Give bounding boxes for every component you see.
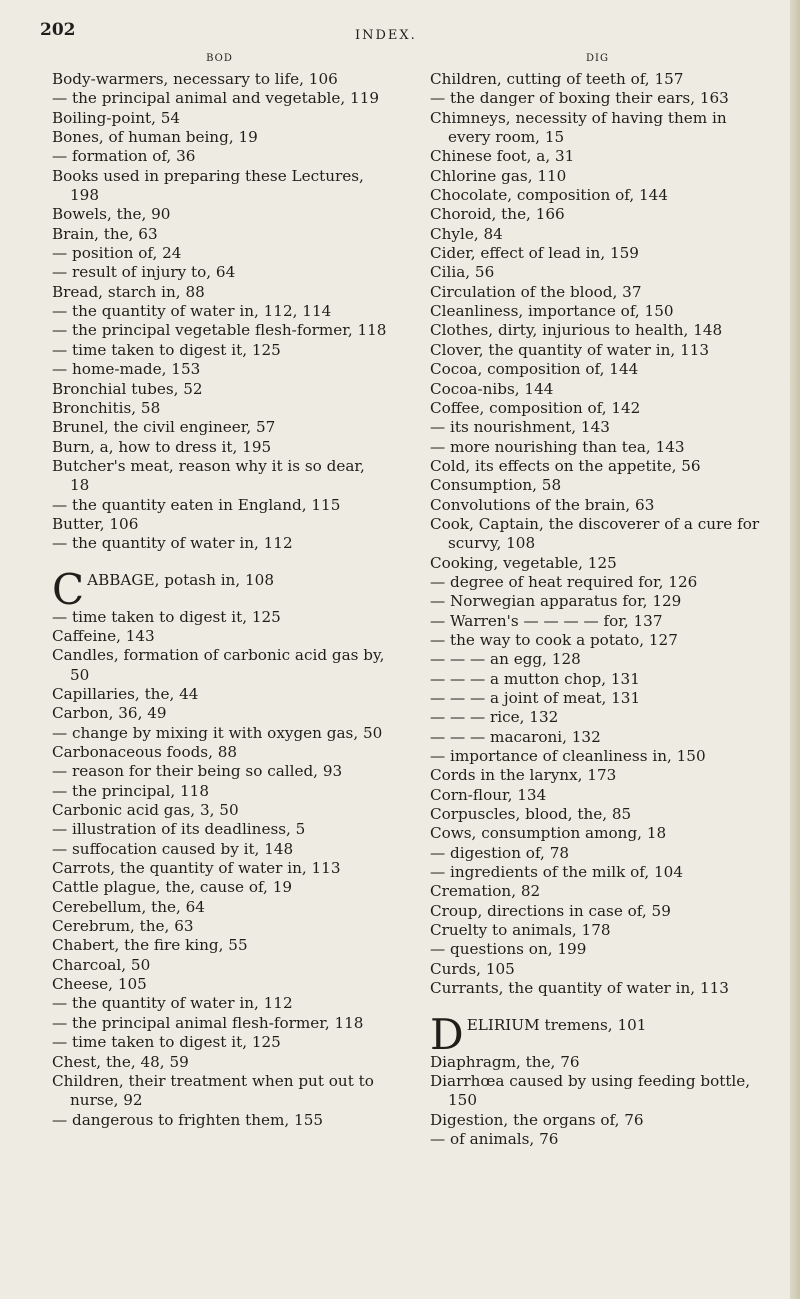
index-entry: — — — an egg, 128	[430, 650, 581, 669]
index-entry: — position of, 24	[52, 244, 182, 263]
section-c-entries-list	[52, 608, 387, 1130]
running-head: INDEX.	[355, 28, 417, 43]
index-entry: — of animals, 76	[430, 1129, 559, 1148]
index-entry: Chest, the, 48, 59	[52, 1052, 189, 1071]
index-entry: Cocoa-nibs, 144	[430, 379, 554, 398]
index-entry: — the principal animal and vegetable, 119	[52, 89, 380, 108]
index-entry: — — — a mutton chop, 131	[430, 669, 640, 688]
index-entry: Carrots, the quantity of water in, 113	[52, 859, 341, 878]
index-entry: Corn-flour, 134	[430, 785, 547, 804]
index-entry: Butter, 106	[52, 514, 139, 533]
index-entry: — dangerous to frighten them, 155	[52, 1110, 324, 1129]
index-entry: Bowels, the, 90	[52, 205, 171, 224]
section-d-start	[430, 1009, 765, 1059]
index-entry: Carbonic acid gas, 3, 50	[52, 801, 239, 820]
section-c-start	[52, 564, 387, 614]
index-entry: Cooking, vegetable, 125	[430, 553, 617, 572]
index-entry: — time taken to digest it, 125	[52, 607, 281, 626]
index-entry: — the quantity of water in, 112, 114	[52, 302, 332, 321]
index-entry: Cattle plague, the, cause of, 19	[52, 878, 293, 897]
index-entry: — ingredients of the milk of, 104	[430, 863, 684, 882]
index-entry: — more nourishing than tea, 143	[430, 437, 685, 456]
index-entry: Butcher's meat, reason why it is so dear, 18	[52, 456, 365, 495]
index-entry: Cilia, 56	[430, 263, 495, 282]
index-entry: Currants, the quantity of water in, 113	[430, 979, 729, 998]
index-entry: Caffeine, 143	[52, 626, 155, 645]
guide-word-right: DIG	[586, 53, 609, 64]
drop-cap-d: D	[430, 1009, 464, 1059]
left-column	[52, 52, 387, 1130]
right-entries-list	[430, 70, 765, 999]
index-entry: — questions on, 199	[430, 940, 587, 959]
index-entry: — suffocation caused by it, 148	[52, 839, 294, 858]
index-entry: Cremation, 82	[430, 882, 541, 901]
right-column	[430, 52, 765, 1149]
index-entry: — its nourishment, 143	[430, 418, 610, 437]
index-entry: Choroid, the, 166	[430, 205, 565, 224]
index-entry: Brain, the, 63	[52, 224, 158, 243]
index-entry: — the principal, 118	[52, 781, 209, 800]
index-entry: Clothes, dirty, injurious to health, 148	[430, 321, 723, 340]
index-entry: — the quantity of water in, 112	[52, 534, 293, 553]
index-entry: Cook, Captain, the discoverer of a cure for scurvy, 108	[430, 514, 760, 553]
section-d-entries-list	[430, 1053, 765, 1150]
index-entry: Chimneys, necessity of having them in every room, 15	[430, 108, 727, 147]
index-entry: Charcoal, 50	[52, 955, 151, 974]
index-entry: — time taken to digest it, 125	[52, 1033, 281, 1052]
index-entry: Burn, a, how to dress it, 195	[52, 437, 272, 456]
index-entry: Digestion, the organs of, 76	[430, 1110, 644, 1129]
index-entry: Cords in the larynx, 173	[430, 766, 617, 785]
left-entries-list	[52, 70, 387, 554]
index-entry: — illustration of its deadliness, 5	[52, 820, 306, 839]
index-entry: Cruelty to animals, 178	[430, 921, 611, 940]
index-entry: Brunel, the civil engineer, 57	[52, 418, 276, 437]
index-entry: — reason for their being so called, 93	[52, 762, 343, 781]
index-entry: Coffee, composition of, 142	[430, 398, 641, 417]
page-number: 202	[40, 20, 76, 40]
section-gap	[52, 554, 387, 571]
index-entry: — change by mixing it with oxygen gas, 50	[52, 723, 383, 742]
index-entry: — importance of cleanliness in, 150	[430, 747, 706, 766]
index-entry: — the principal animal flesh-former, 118	[52, 1013, 364, 1032]
index-entry: Diarrhœa caused by using feeding bottle, 150	[430, 1071, 751, 1110]
index-entry: Cider, effect of lead in, 159	[430, 244, 639, 263]
index-entry: — the principal vegetable flesh-former, 118	[52, 321, 387, 340]
section-c-first-entry: ABBAGE, potash in, 108	[87, 570, 274, 589]
index-entry: — formation of, 36	[52, 147, 196, 166]
index-entry: Cerebellum, the, 64	[52, 897, 205, 916]
index-entry: — result of injury to, 64	[52, 263, 236, 282]
drop-cap-c: C	[52, 564, 85, 614]
index-entry: Cleanliness, importance of, 150	[430, 302, 674, 321]
index-entry: Chlorine gas, 110	[430, 166, 567, 185]
index-entry: Diaphragm, the, 76	[430, 1052, 580, 1071]
index-entry: — Norwegian apparatus for, 129	[430, 592, 682, 611]
index-entry: Cold, its effects on the appetite, 56	[430, 456, 701, 475]
index-entry: Cheese, 105	[52, 975, 147, 994]
index-entry: — the way to cook a potato, 127	[430, 630, 678, 649]
index-entry: Bread, starch in, 88	[52, 282, 205, 301]
index-entry: Curds, 105	[430, 959, 515, 978]
index-entry: Clover, the quantity of water in, 113	[430, 340, 710, 359]
index-entry: Chocolate, composition of, 144	[430, 186, 669, 205]
index-entry: Carbon, 36, 49	[52, 704, 167, 723]
index-entry: Carbonaceous foods, 88	[52, 743, 238, 761]
index-entry: Cocoa, composition of, 144	[430, 360, 639, 379]
index-entry: Children, cutting of teeth of, 157	[430, 70, 684, 88]
index-entry: — — — rice, 132	[430, 708, 559, 727]
index-entry: Children, their treatment when put out to nurse, 92	[52, 1071, 374, 1110]
index-entry: Cerebrum, the, 63	[52, 917, 194, 936]
index-entry: — Warren's — — — — for, 137	[430, 611, 663, 630]
index-entry: Body-warmers, necessary to life, 106	[52, 70, 338, 88]
index-entry: — the danger of boxing their ears, 163	[430, 89, 729, 108]
index-entry: Chinese foot, a, 31	[430, 147, 575, 166]
page-edge	[790, 0, 800, 1299]
index-entry: Convolutions of the brain, 63	[430, 495, 655, 514]
index-entry: Bronchial tubes, 52	[52, 379, 203, 398]
index-entry: Boiling-point, 54	[52, 108, 181, 127]
index-entry: Consumption, 58	[430, 476, 562, 495]
index-entry: Books used in preparing these Lectures, 198	[52, 166, 364, 205]
index-entry: Bronchitis, 58	[52, 398, 161, 417]
index-entry: — the quantity eaten in England, 115	[52, 495, 341, 514]
guide-word-left: BOD	[206, 53, 233, 64]
index-entry: Croup, directions in case of, 59	[430, 901, 671, 920]
index-entry: Corpuscles, blood, the, 85	[430, 805, 632, 824]
index-entry: Capillaries, the, 44	[52, 684, 199, 703]
index-entry: — digestion of, 78	[430, 843, 570, 862]
index-entry: — home-made, 153	[52, 360, 201, 379]
index-entry: — time taken to digest it, 125	[52, 340, 281, 359]
section-d-first-entry: ELIRIUM tremens, 101	[466, 1015, 647, 1034]
index-entry: — the quantity of water in, 112	[52, 994, 293, 1013]
index-entry: Circulation of the blood, 37	[430, 282, 642, 301]
index-entry: Cows, consumption among, 18	[430, 824, 667, 843]
index-entry: — degree of heat required for, 126	[430, 572, 698, 591]
index-entry: — — — a joint of meat, 131	[430, 689, 641, 707]
index-entry: Candles, formation of carbonic acid gas by, 50	[52, 646, 385, 684]
index-entry: Chabert, the fire king, 55	[52, 936, 248, 955]
index-entry: Bones, of human being, 19	[52, 128, 258, 147]
index-entry: — — — macaroni, 132	[430, 727, 601, 746]
section-gap	[430, 999, 765, 1016]
index-entry: Chyle, 84	[430, 224, 503, 243]
